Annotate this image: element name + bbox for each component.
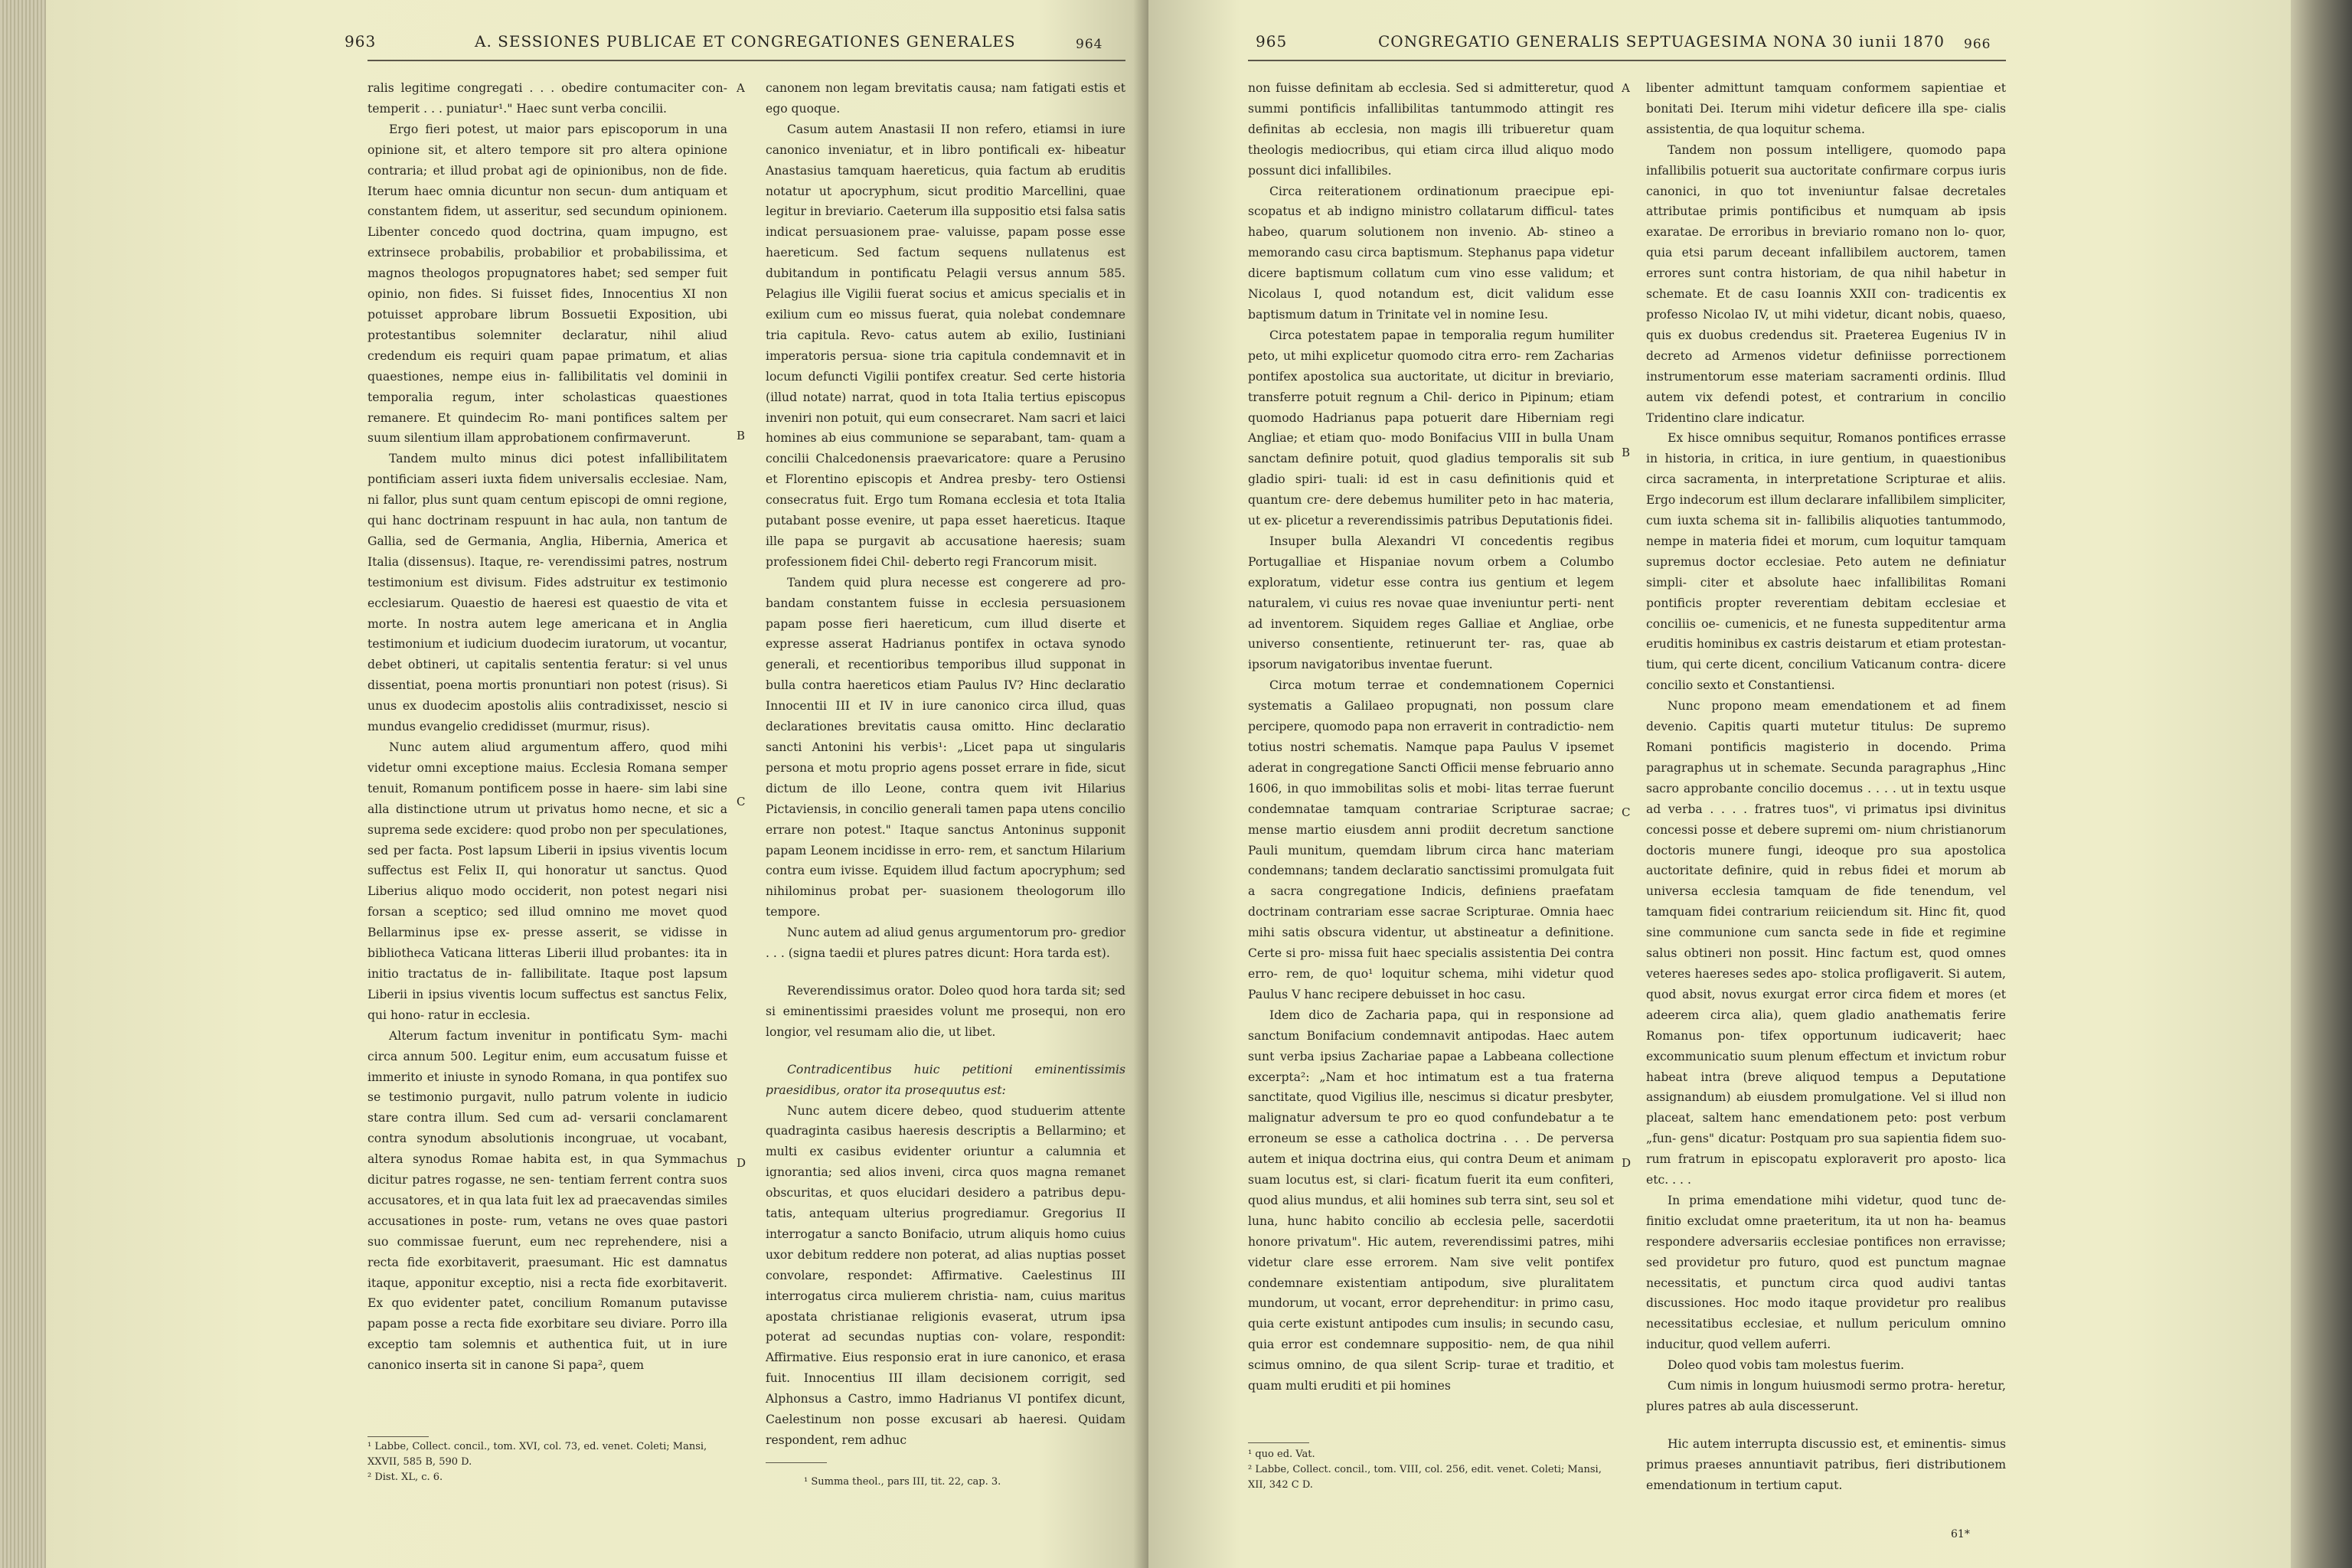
paragraph: Tandem quid plura necesse est congerere ad pro- bandam constantem fuisse in ecclesia persuasionem papam posse fieri haereticum, cum illud diserte et expresse asserat Hadrianus pontifex in octava synodo generali, et recentioribus temporibus illud supponat in bulla contra haereticos etiam Paulus IV? Hinc declaratio Innocentii III et IV in iure canonico circa illud, quas declarationes brevitatis causa omitto. Hinc declaratio sancti Antonini his verbis¹: „Licet papa ut singularis persona et motu proprio agens posset errare in fide, sicut dictum de illo Leone, contra quem ivit Hilarius Pictaviensis, in concilio generali tamen papa utens concilio errare non potest." Itaque sanctus Antoninus supponit papam Leonem incidisse in erro- rem, et sanctum Hilarium contra eum ivisse. Equidem illud factum apocryphum; sed nihilominus probat per- suasionem theologorum illo tempore. [766,575,1125,920]
paragraph: Nunc propono meam emendationem et ad finem devenio. Capitis quarti mutetur titulus: De supremo Romani pontificis magisterio in docendo. Prima paragraphus ut in schemate. Secunda paragraphus „Hinc sacro approbante concilio docemus . . . . ut in textu usque ad verba . . . . fratres tuos", vi primatus ipsi divinitus concessi posse et debere supremi om- nium christianorum doctoris munere fungi, ideoque pro sua apostolica auctoritate definire, quid in rebus fidei et morum ab universa ecclesia tamquam de fide tenendum, vel tamquam fidei contrarium reiiciendum sit. Hinc fit, quod sine communione cum sancta sede in fide et regimine salus obtineri non possit. Hinc factum est, quod omnes veteres haereses sedes apo- stolica profligaverit. Si autem, quod absit, novus exurgat error circa fidem et mores (et adeerem circa alia), quem gladio anathematis ferire Romanus pon- tifex opportunum iudicaverit; haec excommunicatio suum plenum effectum et invictum robur habeat intra (breve aliquod tempus a Deputatione assignandum) ab eiusdem promulgatione. Vel si illud non placeat, saltem hanc emendationem peto: post verbum „fun- gens" dicatur: Postquam pro sua sapientia fidem suo- rum fratrum in episcopatu exploraverit pro aposto- lica etc. . . . [1646,699,2006,1187]
margin-marker-b: B [1622,446,1631,459]
paragraph: Tandem non possum intelligere, quomodo papa infallibilis potuerit sua auctoritate confirmare corpus iuris canonici, in quo tot inveniuntur falsae decretales attributae primis pontificibus et numquam ab ipsis exaratae. De erroribus in breviario romano non lo- quor, quia etsi parum deceant infallibilem auctorem, tamen errores sunt contra historiam, de qua nihil habetur in schemate. Et de casu Ioannis XXII con- tradicentis ex professo Nicolao IV, ut mihi videtur, dicant nobis, quaeso, quis ex duobus credendus sit. Praeterea Eugenius IV in decreto ad Armenos videtur definiisse porrectionem instrumentorum esse materiam sacramenti ordinis. Illud autem vix defendi potest, et contrarium in concilio Tridentino clare indicatur. [1646,142,2006,425]
paragraph: Alterum factum invenitur in pontificatu Sym- machi circa annum 500. Legitur enim, eum accusatum fuisse et immerito et iniuste in synodo Romana, in qua pontifex suo se testimonio purgavit, nullo patrum volente in iudicio stare contra illum. Sed cum ad- versarii conclamarent contra synodum absolutionis incongruae, ut vocabant, altera synodus Romae habita est, in qua Symmachus dicitur patres rogasse, ne sen- tentiam ferrent contra suos accusatores, et in qua lata fuit lex ad praecavendas similes accusationes in poste- rum, vetans ne oves quae pastori suo commissae fuerunt, eum nec reprehendere, nisi a recta fide exorbitaverit, praesumant. Hic est damnatus itaque, apponitur exceptio, nisi a recta fide exorbitaverit. Ex quo evidenter patet, concilium Romanum putavisse papam posse a recta fide exorbitare seu diviare. Porro illa exceptio tam solemnis et authentica fuit, ut in iure canonico inserta sit in canone Si papa², quem [368,1028,727,1373]
footnote: ¹ quo ed. Vat. [1248,1449,1315,1460]
paragraph: Circa potestatem papae in temporalia regum humiliter peto, ut mihi explicetur quomodo citra erro- rem Zacharias pontifex apostolica sua auctoritate, ut dicitur in breviario, transferre potuit regnum a Chil- derico in Pipinum; etiam quomodo Hadrianus papa potuerit dare Hiberniam regi Angliae; et etiam quo- modo Bonifacius VIII in bulla Unam sanctam definire potuit, quod gladius temporalis sit sub gladio spiri- tuali: id est in casu definitionis quid et quantum cre- dere debemus humiliter peto in hac materia, ut ex- plicetur a reverendissimis patribus Deputationis fidei. [1248,328,1614,528]
footnote-rule [368,1436,429,1437]
margin-marker-d: D [1622,1156,1632,1170]
paragraph: Idem dico de Zacharia papa, qui in responsione ad sanctum Bonifacium condemnavit antipodas. Haec autem sunt verba ipsius Zachariae papae a Labbeana collectione excerpta²: „Nam et hoc intimatum est a tua fraterna sanctitate, quod Vigilius ille, nescimus si dicatur presbyter, malignatur adversum te pro eo quod confundebatur a te erroneum se esse a catholica doctrina . . . De perversa autem et iniqua doctrina eius, qui contra Deum et animam suam locutus est, si clari- ficatum fuerit ita eum confiteri, quod alius mundus, et alii homines sub terra sint, seu sol et luna, hunc habito concilio ab ecclesia pelle, sacerdotii honore privatum". Hic autem, reverendissimi patres, mihi videtur clare esse errorem. Nam sive velit pontifex condemnare existentiam antipodum, sive pluralitatem mundorum, ut vocant, error deprehenditur: in primo casu, quia certe existunt antipodes cum insulis; in secundo casu, quia error est condemnare suppositio- nem, de qua nihil scimus omnino, de qua silent Scrip- turae et traditio, et quam multi eruditi et pii homines [1248,1008,1614,1393]
margin-marker-b: B [737,429,746,443]
paragraph: In prima emendatione mihi videtur, quod tunc de- finitio excludat omne praeteritum, ita ut non ha- beamus respondere adversariis ecclesiae pontifices non erravisse; sed providetur pro futuro, quod est punctum magnae necessitatis, et punctum circa quod audivi tantas discussiones. Hoc modo itaque providetur pro realibus necessitatibus ecclesiae, et nullum periculum omnino inducitur, quod vellem auferri. [1646,1193,2006,1352]
paragraph: Reverendissimus orator. Doleo quod hora tarda sit; sed si eminentissimi praesides volunt me prosequi, non ero longior, vel resumam alio die, ut libet. [766,983,1125,1039]
left-page [46,0,1148,1568]
footnote: ² Labbe, Collect. concil., tom. VIII, col. 256, edit. venet. Coleti; Mansi, XII, 342 C D. [1248,1464,1602,1491]
margin-marker-a: A [1622,81,1630,95]
paragraph: Circa reiterationem ordinationum praecipue epi- scopatus et ab indigno ministro collatarum difficul- tates habeo, quarum solutionem non invenio. Ab- stineo a memorando casu circa baptismum. Stephanus papa videtur dicere baptismum collatum cum vino esse validum; et Nicolaus I, quod notandum est, dicit validum esse baptismum datum in Trinitate vel in nomine Iesu. [1248,184,1614,322]
paragraph: Ergo fieri potest, ut maior pars episcoporum in una opinione sit, et altero tempore sit pro altera opinione contraria; et illud probat agi de opinionibus, non de fide. Iterum haec omnia dicuntur non secun- dum antiquam et constantem fidem, ut asseritur, sed secundum opinionem. Libenter concedo quod doctrina, quam impugno, est extrinsece probabilis, probabilior et probabilissima, et magnos theologos propugnatores habet; sed semper fuit opinio, non fides. Si fuisset fides, Innocentius XI non potuisset approbare librum Bossuetii Exposition, ubi protestantibus solemniter declaratur, nihil aliud credendum eis requiri quam papae primatum, et alias quaestiones, nempe eius in- fallibilitatis vel dominii in temporalia regum, inter scholasticas quaestiones remanere. Et quindecim Ro- mani pontifices saltem per suum silentium illam approbationem confirmaverunt. [368,122,727,446]
left-column-1 [368,78,727,1376]
footnote: ¹ Labbe, Collect. concil., tom. XVI, col. 73, ed. venet. Coleti; Mansi, XXVII, 585 B, 590 D. [368,1441,707,1468]
paragraph: Doleo quod vobis tam molestus fuerim. [1668,1358,1905,1373]
paragraph: Ex hisce omnibus sequitur, Romanos pontifices errasse in historia, in critica, in iure gentium, in quaestionibus circa sacramenta, in interpretatione Scripturae et aliis. Ergo indecorum est illum declarare infallibilem simpliciter, cum iuxta schema sit in- fallibilis aliquoties tantummodo, nempe in materia fidei et morum, cum loquitur tamquam supremus doctor ecclesiae. Peto autem ne definiatur simpli- citer et absolute haec infallibilitas Romani pontificis propter reverentiam debitam ecclesiae et conciliis oe- cumenicis, et ne funesta suppeditentur arma eruditis hominibus ex castris deistarum et etiam protestan- tium, qui certe dicent, concilium Vaticanum contra- dicere concilio sexto et Constantiensi. [1646,431,2006,693]
paragraph: libenter admittunt tamquam conformem sapientiae et bonitati Dei. Iterum mihi videtur deficere illa spe- cialis assistentia, de qua loquitur schema. [1646,81,2006,136]
paragraph: Nunc autem ad aliud genus argumentorum pro- gredior . . . (signa taedii et plures patres dicunt: Hora tarda est). [766,926,1126,961]
margin-marker-c: C [737,795,746,808]
left-footnotes-col1 [368,1439,727,1485]
paragraph: canonem non legam brevitatis causa; nam fatigati estis et ego quoque. [766,81,1125,116]
paragraph: non fuisse definitam ab ecclesia. Sed si admitteretur, quod summi pontificis infallibilitas tantummodo attingit res definitas ab ecclesia, non magis illi tribueretur quam theologis mediocribus, qui etiam circa illud aliquo modo possunt dici infallibiles. [1248,81,1614,178]
right-page-number-965: 965 [1256,32,1288,51]
paragraph: Contradicentibus huic petitioni eminentissimis praesidibus, orator ita prosequutus est: [766,1062,1125,1097]
left-page-number-964: 964 [1076,37,1103,52]
left-page-number-963: 963 [345,32,377,51]
footnote: ² Dist. XL, c. 6. [368,1472,443,1483]
right-page-number-966: 966 [1964,37,1991,52]
right-page [1148,0,2297,1568]
left-column-2 [766,78,1125,1451]
paragraph: Nunc autem dicere debeo, quod studuerim attente quadraginta casibus haeresis descriptis a Bellarmino; et multi ex casibus evidenter oriuntur a calumnia et ignorantia; sed alios inveni, circa quos magna remanet obscuritas, et quos elucidari desidero a patribus depu- tatis, antequam ulterius progrediamur. Gregorius II interrogatur a sancto Bonifacio, utrum aliquis homo cuius uxor debitum reddere non poterat, ad alias nuptias posset convolare, respondet: Affirmative. Caelestinus III interrogatus circa mulierem christia- nam, cuius maritus apostata christianae religionis evaserat, utrum ipsa poterat ad secundas nuptias con- volare, respondit: Affirmative. Eius responsio erat in iure canonico, et erasa fuit. Innocentius III illam decisionem corrigit, sed Alphonsus a Castro, immo Hadrianus VI pontifex dicunt, Caelestinum non posse excusari ab haeresi. Quidam respondent, rem adhuc [766,1103,1125,1447]
footnote-rule [1248,1442,1309,1443]
left-running-head: A. SESSIONES PUBLICAE ET CONGREGATIONES GENERALES [475,32,1016,51]
footnote-rule [766,1462,827,1463]
paragraph: Nunc autem aliud argumentum affero, quod mihi videtur omni exceptione maius. Ecclesia Romana semper tenuit, Romanum pontificem posse in haere- sim labi sine alla distinctione utrum ut privatus homo necne, et sic a suprema sede excidere: quod probo non per speculationes, sed per facta. Post lapsum Liberii in ipsius viventis locum suffectus est Felix II, qui honoratur ut sanctus. Quod Liberius aliquo modo occiderit, non potest negari nisi forsan a sceptico; sed illud omnino me movet quod Bellarminus ipse ex- presse asserit, se vidisse in bibliotheca Vaticana litteras Liberii illud probantes: ita in initio tractatus de in- fallibilitate. Itaque post lapsum Liberii in ipsius viventis locum suffectus est sanctus Felix, qui hono- ratur in ecclesia. [368,740,727,1022]
margin-marker-a: A [737,81,745,95]
signature-mark: 61* [1951,1528,1970,1540]
right-column-2 [1646,78,2006,1496]
paragraph: Circa motum terrae et condemnationem Copernici systematis a Galilaeo propugnati, non possum clare percipere, quomodo papa non erraverit in contradictio- nem totius nostri schematis. Namque papa Paulus V ipsemet aderat in congregatione Sancti Officii mense februario anno 1606, in quo immobilitas solis et mobi- litas terrae fuerunt condemnatae tamquam contrariae Scripturae sacrae; mense martio eiusdem anni prodiit decretum sanctione Pauli munitum, quemdam librum circa hanc materiam condemnans; tandem declaratio sanctissimi promulgata fuit a sacra congregatione Indicis, definiens praefatam doctrinam contrariam esse sacrae Scripturae. Omnia haec mihi satis obscura videntur, ut abstineatur a definitione. Certe si pro- missa fuit haec specialis assistentia Dei contra erro- rem, de quo¹ loquitur schema, mihi videtur quod Paulus V hanc recipere debuisset in hoc casu. [1248,678,1614,1001]
right-column-1 [1248,78,1614,1396]
left-footnotes-col2 [804,1475,1125,1490]
paragraph: Casum autem Anastasii II non refero, etiamsi in iure canonico inveniatur, et in libro pontificali ex- hibeatur Anastasius tamquam haereticus, quia factum ab eruditis notatur ut apocryphum, sicut proditio Marcellini, quae legitur in breviario. Caeterum illa suppositio etsi falsa satis indicat persuasionem prae- valuisse, papam posse esse haereticum. Sed factum sequens nullatenus est dubitandum in pontificatu Pelagii versus annum 585. Pelagius ille Vigilii fuerat socius et amicus specialis et in exilium cum eo missus fuerat, quia nolebat condemnare tria capitula. Revo- catus autem ab exilio, Iustiniani imperatoris persua- sione tria capitula condemnavit et in locum defuncti Vigilii pontifex creatur. Sed certe historia (illud notate) narrat, quod in tota Italia tertius episcopus inveniri non potuit, qui eum consecraret. Nam sacri et laici homines ab eius communione se separabant, tam- quam a concilii Chalcedonensis praevaricatore: quare a Perusino et Florentino episcopis et Andrea presby- tero Ostiensi consecratus fuit. Ergo tum Romana ecclesia et tota Italia putabant posse evenire, ut papa esset haereticus. Itaque ille papa se purgavit ab accusatione haeresis; suam professionem fidei Chil- deberto regi Francorum misit. [766,122,1125,569]
header-rule [1248,60,2006,61]
paragraph: Tandem multo minus dici potest infallibilitatem pontificiam asseri iuxta fidem universalis ecclesiae. Nam, ni fallor, plus sunt quam centum episcopi de omni regione, qui hanc doctrinam respuunt in hac aula, non tantum de Gallia, sed de Germania, Anglia, Hibernia, America et Italia (dissensus). Itaque, re- verendissimi patres, nostrum testimonium est divisum. Fides adstruitur ex testimonio ecclesiarum. Quaestio de haeresi est quaestio de vita et morte. In nostra autem lege americana et in Anglia testimonium et iudicium duodecim iuratorum, ut vocantur, debet obtineri, ut capitalis sententia feratur: si vel unus dissentiat, poena mortis pronuntiari non potest (risus). Si unus ex duodecim apostolis aliis contradixisset, nescio si mundus evangelio credidisset (murmur, risus). [368,452,727,734]
header-rule [368,60,1125,61]
page-edges-right [2291,0,2352,1568]
paragraph: Hic autem interrupta discussio est, et eminentis- simus primus praeses annuntiavit patribus, fieri distributionem emendationum in tertium caput. [1646,1436,2006,1492]
right-running-head: CONGREGATIO GENERALIS SEPTUAGESIMA NONA 30 iunii 1870 [1378,32,1945,51]
margin-marker-d: D [737,1156,746,1170]
right-footnotes-col1 [1248,1447,1614,1493]
paragraph: ralis legitime congregati . . . obedire contumaciter con- temperit . . . puniatur¹." Haec sunt verba concilii. [368,81,727,116]
paragraph: Insuper bulla Alexandri VI concedentis regibus Portugalliae et Hispaniae novum orbem a Columbo exploratum, videtur esse contra ius gentium et legem naturalem, vi cuius res novae quae inveniuntur perti- nent ad inventorem. Siquidem reges Galliae et Angliae, orbe universo consentiente, retinuerunt ter- ras, quae ab ipsorum navigatoribus inventae fuerunt. [1248,534,1614,672]
margin-marker-c: C [1622,805,1631,819]
footnote: ¹ Summa theol., pars III, tit. 22, cap. 3. [804,1476,1001,1488]
paragraph: Cum nimis in longum huiusmodi sermo protra- heretur, plures patres ab aula discesserunt. [1646,1379,2006,1413]
